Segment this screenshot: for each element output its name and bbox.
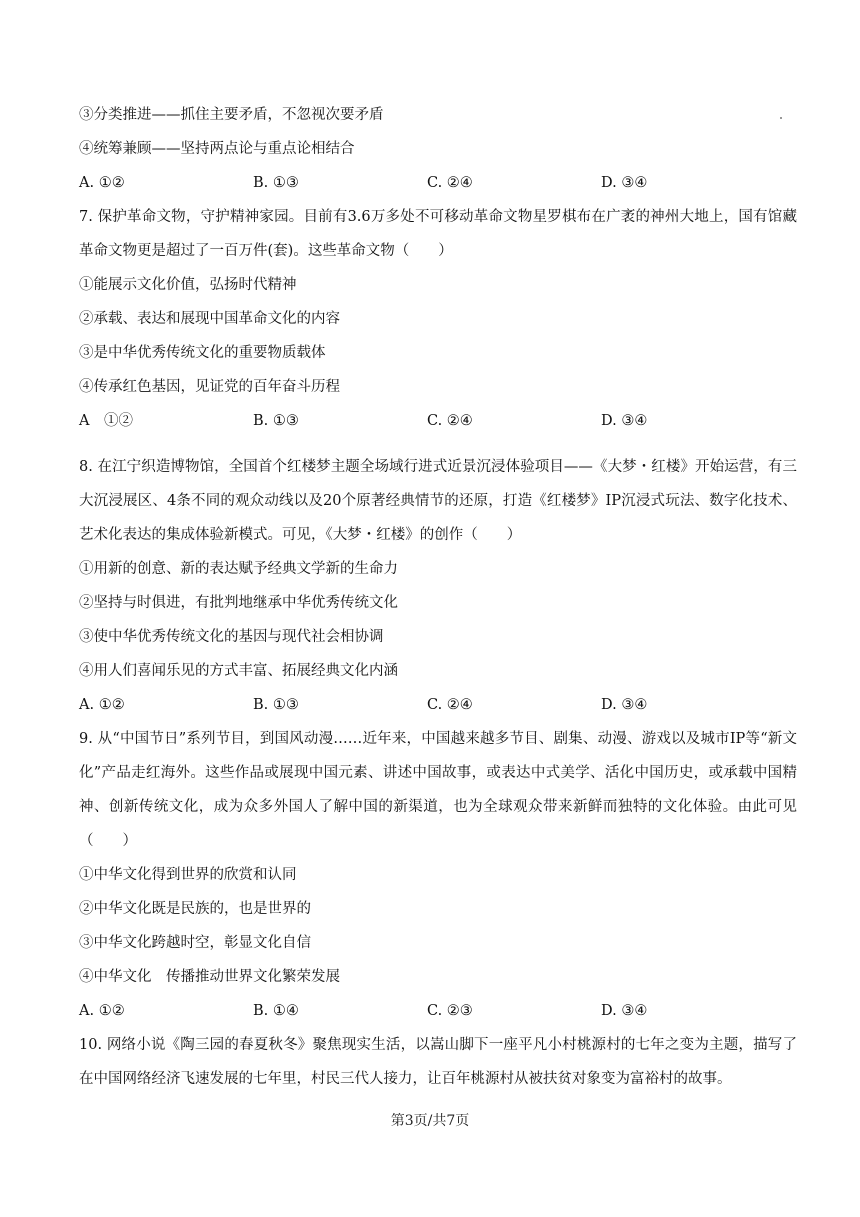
q7-item-2: ②承载、表达和展现中国革命文化的内容 — [79, 311, 340, 327]
q6-option-c: C. ②④ — [427, 175, 473, 191]
q7-option-d: D. ③④ — [601, 413, 648, 429]
q7-item-1: ①能展示文化价值，弘扬时代精神 — [79, 277, 297, 293]
q8-item-4: ④用人们喜闻乐见的方式丰富、拓展经典文化内涵 — [79, 663, 398, 679]
q7-stem: 7. 保护革命文物，守护精神家园。目前有3.6万多处不可移动革命文物星罗棋布在广袤的神州大地上，国有馆藏革命文物更是超过了一百万件(套)。这些革命文物（ ） — [79, 209, 797, 259]
q6-option-b: B. ①③ — [253, 175, 299, 191]
q8-item-2: ②坚持与时俱进，有批判地继承中华优秀传统文化 — [79, 595, 398, 611]
page-content — [79, 98, 797, 1096]
q9-option-a: A. ①② — [79, 1003, 125, 1019]
q8-stem: 8. 在江宁织造博物馆，全国首个红楼梦主题全场域行进式近景沉浸体验项目——《大梦・红楼》开始运营，有三大沉浸展区、4条不同的观众动线以及20个原著经典情节的还原，打造《红楼梦》IP沉浸式玩法、数字化技术、艺术化表达的集成体验新模式。可见，《大梦・红楼》的创作（ ） — [79, 459, 797, 543]
q9-option-d: D. ③④ — [601, 1003, 648, 1019]
q7-option-a: A ①② — [79, 413, 133, 429]
q8-options — [79, 688, 797, 722]
q8-option-b: B. ①③ — [253, 697, 299, 713]
spacer — [79, 438, 797, 450]
q9-option-b: B. ①④ — [253, 1003, 299, 1019]
q9-item-4: ④中华文化 传播推动世界文化繁荣发展 — [79, 969, 340, 985]
q7-option-c: C. ②④ — [427, 413, 473, 429]
q7-options — [79, 404, 797, 438]
q8-item-3: ③使中华优秀传统文化的基因与现代社会相协调 — [79, 629, 384, 645]
q7-item-3: ③是中华优秀传统文化的重要物质载体 — [79, 345, 326, 361]
q8-option-d: D. ③④ — [601, 697, 648, 713]
q9-item-3: ③中华文化跨越时空，彰显文化自信 — [79, 935, 311, 951]
q6-item-4: ④统筹兼顾——坚持两点论与重点论相结合 — [79, 141, 355, 157]
q8-option-a: A. ①② — [79, 697, 125, 713]
q9-item-1: ①中华文化得到世界的欣赏和认同 — [79, 867, 297, 883]
q8-item-1: ①用新的创意、新的表达赋予经典文学新的生命力 — [79, 561, 398, 577]
q6-item-3: ③分类推进——抓住主要矛盾，不忽视次要矛盾 — [79, 107, 384, 123]
q7-option-b: B. ①③ — [253, 413, 299, 429]
q6-option-a: A. ①② — [79, 175, 125, 191]
q7-item-4: ④传承红色基因，见证党的百年奋斗历程 — [79, 379, 340, 395]
q10-stem: 10. 网络小说《陶三园的春夏秋冬》聚焦现实生活，以嵩山脚下一座平凡小村桃源村的七年之变为主题，描写了在中国网络经济飞速发展的七年里，村民三代人接力，让百年桃源村从被扶贫对象变为富裕村的故事。 — [79, 1037, 797, 1087]
q9-item-2: ②中华文化既是民族的，也是世界的 — [79, 901, 311, 917]
q8-option-c: C. ②④ — [427, 697, 473, 713]
q9-options — [79, 994, 797, 1028]
q6-options — [79, 166, 797, 200]
q6-option-d: D. ③④ — [601, 175, 648, 191]
q9-stem: 9. 从“中国节日”系列节目，到国风动漫……近年来，中国越来越多节目、剧集、动漫、游戏以及城市IP等“新文化”产品走红海外。这些作品或展现中国元素、讲述中国故事，或表达中式美学、活化中国历史，或承载中国精神、创新传统文化，成为众多外国人了解中国的新渠道，也为全球观众带来新鲜而独特的文化体验。由此可见（ ） — [79, 731, 797, 849]
q9-option-c: C. ②③ — [427, 1003, 473, 1019]
page-footer: 第3页/共7页 — [390, 1113, 470, 1129]
